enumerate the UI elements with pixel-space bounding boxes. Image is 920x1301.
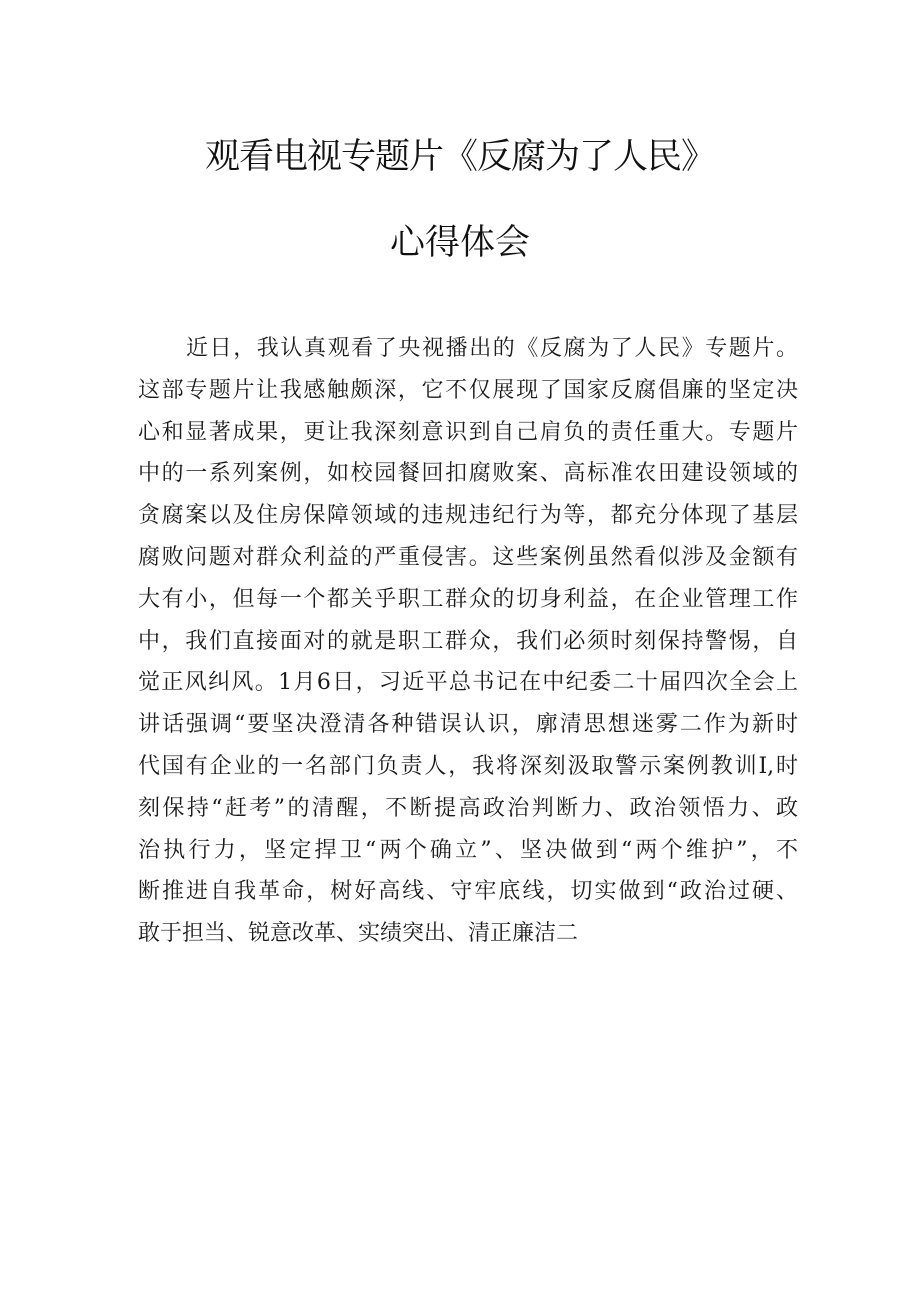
body-line: 觉正风纠风。1月6日，习近平总书记在中纪委二十届四次全会上 (138, 670, 798, 696)
body-line: 治执行力，坚定捍卫“两个确立”、坚决做到“两个维护”，不 (138, 837, 798, 863)
body-line: 贪腐案以及住房保障领域的违规违纪行为等，都充分体现了基层 (138, 503, 798, 529)
body-line: 刻保持“赶考”的清醒，不断提高政治判断力、政治领悟力、政 (138, 795, 798, 821)
body-line: 断推进自我革命，树好高线、守牢底线，切实做到“政治过硬、 (138, 879, 798, 905)
body-line: 中的一系列案例，如校园餐回扣腐败案、高标准农田建设领域的 (138, 461, 798, 487)
body-line: 这部专题片让我感触颇深，它不仅展现了国家反腐倡廉的坚定决 (138, 377, 798, 403)
body-line: 中，我们直接面对的就是职工群众，我们必须时刻保持警惕，自 (138, 628, 798, 654)
document-title-line-1: 观看电视专题片《反腐为了人民》 (204, 137, 715, 177)
body-line: 讲话强调“要坚决澄清各种错误认识，廓清思想迷雾二作为新时 (138, 712, 798, 738)
document-title-line-2: 心得体会 (389, 223, 530, 263)
body-line: 大有小，但每一个都关乎职工群众的切身利益，在企业管理工作 (138, 586, 798, 612)
body-line: 代国有企业的一名部门负责人，我将深刻汲取警示案例教训I,时 (138, 753, 798, 779)
body-line: 腐败问题对群众利益的严重侵害。这些案例虽然看似涉及金额有 (138, 544, 798, 570)
document-body (138, 328, 798, 955)
body-line: 敢于担当、锐意改革、实绩突出、清正廉洁二 (138, 921, 579, 947)
body-line: 心和显著成果，更让我深刻意识到自己肩负的责任重大。专题片 (138, 419, 798, 445)
body-line: 近日，我认真观看了央视播出的《反腐为了人民》专题片。 (186, 336, 798, 361)
